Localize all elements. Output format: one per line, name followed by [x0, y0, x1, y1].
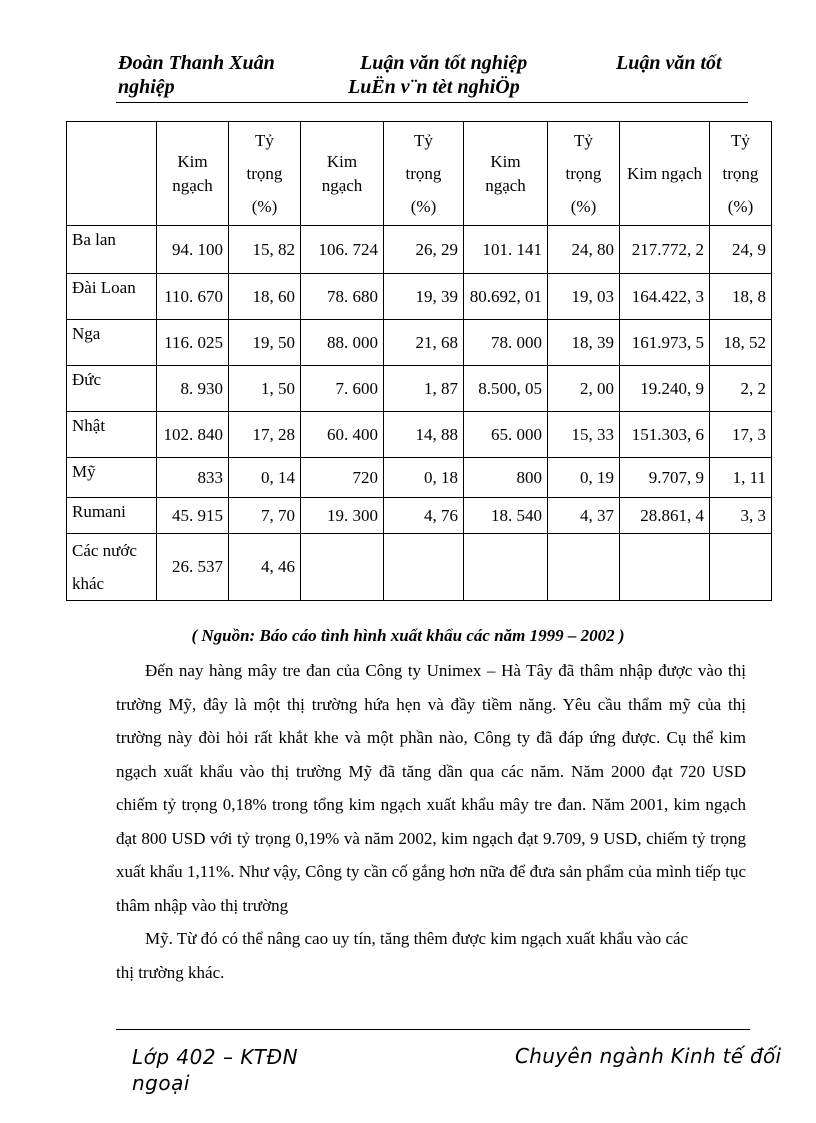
- header-ty-2: Tỷ trọng (%): [384, 122, 464, 226]
- footer-major: Chuyên ngành Kinh tế đối: [515, 1044, 782, 1068]
- ty-trong-cell: 2, 2: [710, 366, 772, 412]
- ty-trong-cell: [548, 534, 620, 601]
- country-cell: Ba lan: [67, 226, 157, 274]
- ty-trong-cell: 1, 87: [384, 366, 464, 412]
- kim-ngach-cell: 9.707, 9: [620, 458, 710, 498]
- header-author: Đoàn Thanh Xuân: [118, 52, 275, 74]
- ty-trong-cell: 19, 50: [229, 320, 301, 366]
- paragraph-2: [116, 922, 746, 989]
- footer-class: [132, 1044, 298, 1096]
- header-row-2: [116, 76, 748, 100]
- footer-divider: [116, 1029, 750, 1030]
- kim-ngach-cell: 18. 540: [464, 498, 548, 534]
- kim-ngach-cell: 110. 670: [157, 274, 229, 320]
- ty-trong-cell: 18, 60: [229, 274, 301, 320]
- ty-trong-cell: 0, 18: [384, 458, 464, 498]
- table-header-row: [67, 122, 772, 226]
- ty-trong-cell: 15, 33: [548, 412, 620, 458]
- ty-trong-cell: 19, 39: [384, 274, 464, 320]
- kim-ngach-cell: 60. 400: [301, 412, 384, 458]
- kim-ngach-cell: 720: [301, 458, 384, 498]
- header-ty-1: Tỷ trọng (%): [229, 122, 301, 226]
- kim-ngach-cell: 94. 100: [157, 226, 229, 274]
- ty-trong-cell: 1, 50: [229, 366, 301, 412]
- ty-trong-cell: 18, 52: [710, 320, 772, 366]
- paragraph-2-line-1: Mỹ. Từ đó có thể nâng cao uy tín, tăng thêm được kim ngạch xuất khẩu vào các: [145, 929, 689, 948]
- kim-ngach-cell: 88. 000: [301, 320, 384, 366]
- kim-ngach-cell: 80.692, 01: [464, 274, 548, 320]
- paragraph-1: Đến nay hàng mây tre đan của Công ty Unimex – Hà Tây đã thâm nhập được vào thị trường Mỹ, đây là một thị trường hứa hẹn và đầy tiềm năng. Yêu cầu thẩm mỹ của thị trường này đòi hỏi rất khắt khe và một phần nào, Công ty đã đáp ứng được. Cụ thể kim ngạch xuất khẩu vào thị trường Mỹ đã tăng dần qua các năm. Năm 2000 đạt 720 USD chiếm tỷ trọng 0,18% trong tổng kim ngạch xuất khẩu mây tre đan. Năm 2001, kim ngạch đạt 800 USD với tỷ trọng 0,19% và năm 2002, kim ngạch đạt 9.709, 9 USD, chiếm tỷ trọng xuất khẩu 1,11%. Như vậy, Công ty cần cố gắng hơn nữa để đưa sản phẩm của mình tiếp tục thâm nhập vào thị trường: [116, 661, 746, 915]
- ty-trong-cell: 0, 14: [229, 458, 301, 498]
- paragraph-2-line-2: thị trường khác.: [116, 962, 225, 982]
- ty-trong-cell: 0, 19: [548, 458, 620, 498]
- ty-trong-cell: 14, 88: [384, 412, 464, 458]
- table-row: [67, 412, 772, 458]
- country-cell: Rumani: [67, 498, 157, 534]
- header-title-garbled: LuËn v¨n tèt nghiÖp: [348, 76, 520, 98]
- header-ty-3: Tỷ trọng (%): [548, 122, 620, 226]
- body-paragraph: [116, 654, 746, 989]
- ty-trong-cell: 4, 76: [384, 498, 464, 534]
- table-row: [67, 226, 772, 274]
- kim-ngach-cell: [464, 534, 548, 601]
- header-kim-4: Kim ngạch: [620, 122, 710, 226]
- ty-trong-cell: 17, 3: [710, 412, 772, 458]
- ty-trong-cell: [384, 534, 464, 601]
- kim-ngach-cell: 78. 000: [464, 320, 548, 366]
- export-table: [66, 121, 772, 601]
- header-row-1: [116, 52, 748, 76]
- ty-trong-cell: [710, 534, 772, 601]
- ty-trong-cell: 19, 03: [548, 274, 620, 320]
- kim-ngach-cell: 78. 680: [301, 274, 384, 320]
- kim-ngach-cell: 151.303, 6: [620, 412, 710, 458]
- ty-trong-cell: 7, 70: [229, 498, 301, 534]
- ty-trong-cell: 15, 82: [229, 226, 301, 274]
- kim-ngach-cell: 161.973, 5: [620, 320, 710, 366]
- kim-ngach-cell: [301, 534, 384, 601]
- kim-ngach-cell: 800: [464, 458, 548, 498]
- kim-ngach-cell: 19.240, 9: [620, 366, 710, 412]
- header-kim-3: Kim ngạch: [464, 122, 548, 226]
- kim-ngach-cell: 19. 300: [301, 498, 384, 534]
- footer-class-line-1: Lớp 402 – KTĐN: [132, 1045, 299, 1069]
- ty-trong-cell: 1, 11: [710, 458, 772, 498]
- ty-trong-cell: 18, 39: [548, 320, 620, 366]
- kim-ngach-cell: 8. 930: [157, 366, 229, 412]
- page-header: [116, 52, 748, 103]
- country-cell: Đài Loan: [67, 274, 157, 320]
- kim-ngach-cell: [620, 534, 710, 601]
- header-title-right: Luận văn tốt: [616, 52, 722, 74]
- table-row: [67, 274, 772, 320]
- ty-trong-cell: 4, 37: [548, 498, 620, 534]
- kim-ngach-cell: 101. 141: [464, 226, 548, 274]
- table-row: [67, 366, 772, 412]
- table-row: [67, 320, 772, 366]
- header-title-center: Luận văn tốt nghiệp: [360, 52, 528, 74]
- kim-ngach-cell: 217.772, 2: [620, 226, 710, 274]
- kim-ngach-cell: 7. 600: [301, 366, 384, 412]
- kim-ngach-cell: 102. 840: [157, 412, 229, 458]
- kim-ngach-cell: 833: [157, 458, 229, 498]
- country-cell: Nhật: [67, 412, 157, 458]
- header-ty-4: Tỷ trọng (%): [710, 122, 772, 226]
- kim-ngach-cell: 45. 915: [157, 498, 229, 534]
- country-cell: Mỹ: [67, 458, 157, 498]
- footer-class-line-2: ngoại: [132, 1071, 190, 1095]
- kim-ngach-cell: 26. 537: [157, 534, 229, 601]
- table-row: [67, 458, 772, 498]
- header-kim-2: Kim ngạch: [301, 122, 384, 226]
- kim-ngach-cell: 28.861, 4: [620, 498, 710, 534]
- country-cell: Các nước khác: [67, 534, 157, 601]
- ty-trong-cell: 3, 3: [710, 498, 772, 534]
- ty-trong-cell: 2, 00: [548, 366, 620, 412]
- table-row: [67, 498, 772, 534]
- ty-trong-cell: 24, 9: [710, 226, 772, 274]
- table-row: [67, 534, 772, 601]
- kim-ngach-cell: 164.422, 3: [620, 274, 710, 320]
- kim-ngach-cell: 65. 000: [464, 412, 548, 458]
- ty-trong-cell: 26, 29: [384, 226, 464, 274]
- ty-trong-cell: 4, 46: [229, 534, 301, 601]
- header-kim-1: Kim ngạch: [157, 122, 229, 226]
- kim-ngach-cell: 116. 025: [157, 320, 229, 366]
- ty-trong-cell: 21, 68: [384, 320, 464, 366]
- header-title-right-cont: nghiệp: [118, 76, 175, 98]
- header-empty-cell: [67, 122, 157, 226]
- kim-ngach-cell: 106. 724: [301, 226, 384, 274]
- table-source-caption: ( Nguồn: Báo cáo tình hình xuất khẩu các năm 1999 – 2002 ): [191, 626, 625, 645]
- table-body: [67, 226, 772, 601]
- ty-trong-cell: 18, 8: [710, 274, 772, 320]
- country-cell: Đức: [67, 366, 157, 412]
- ty-trong-cell: 17, 28: [229, 412, 301, 458]
- country-cell: Nga: [67, 320, 157, 366]
- ty-trong-cell: 24, 80: [548, 226, 620, 274]
- kim-ngach-cell: 8.500, 05: [464, 366, 548, 412]
